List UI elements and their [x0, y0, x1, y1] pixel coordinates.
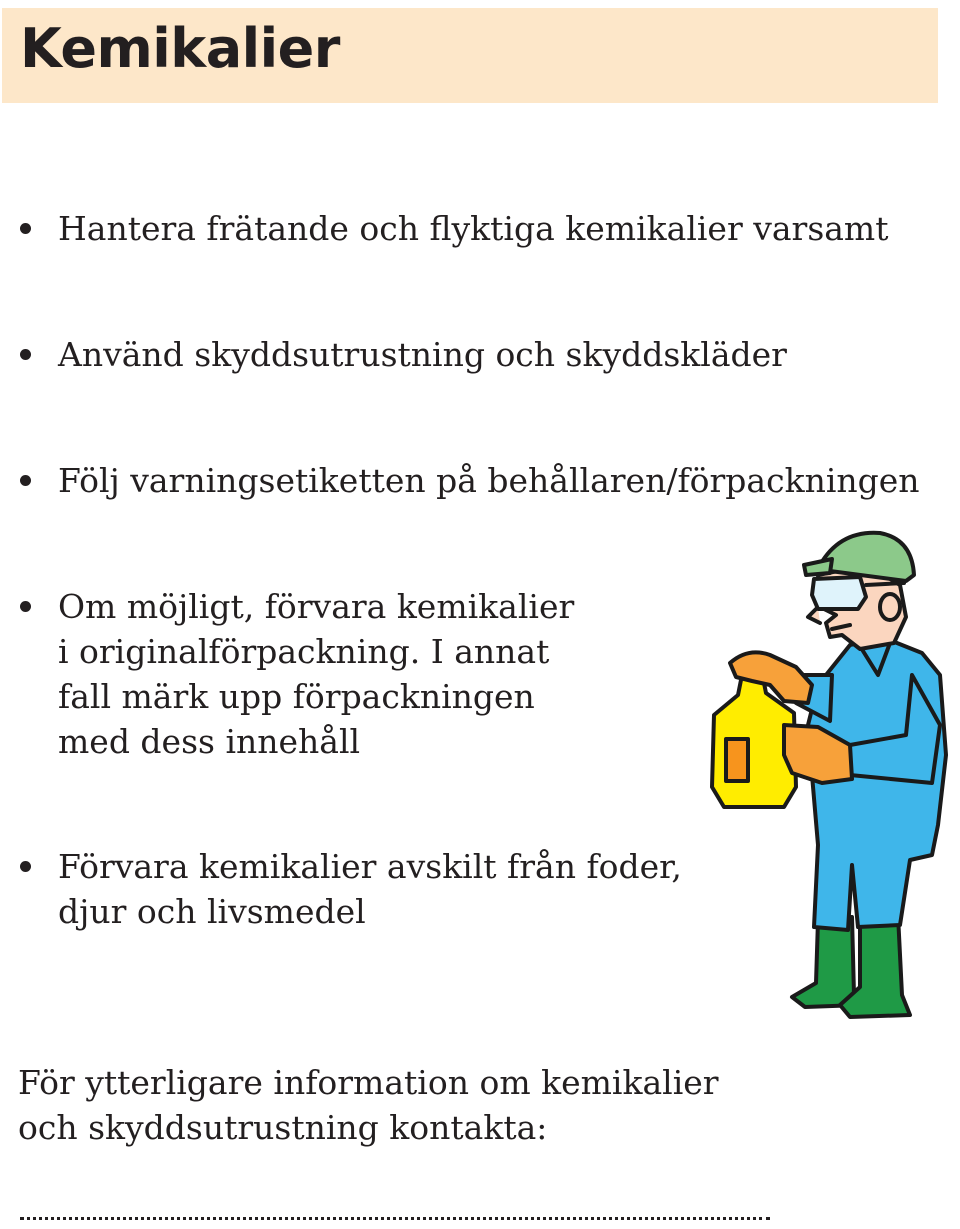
page-title: Kemikalier	[20, 17, 340, 80]
bottle-label	[726, 739, 748, 781]
goggles	[812, 577, 866, 609]
list-item	[20, 332, 787, 377]
contact-text: För ytterligare information om kemikalier och skyddsutrustning kontakta:	[18, 1063, 719, 1147]
cap-brim	[804, 559, 832, 575]
title-band	[2, 8, 938, 103]
bullet-icon	[20, 861, 31, 872]
bullet-icon	[20, 601, 31, 612]
list-item	[20, 844, 682, 934]
contact-fill-line	[20, 1217, 770, 1220]
bullet-text: Hantera frätande och flyktiga kemikalier varsamt	[58, 209, 889, 248]
list-item	[20, 206, 888, 251]
bullet-text: Använd skyddsutrustning och skyddskläder	[58, 335, 787, 374]
worker-illustration	[700, 525, 960, 1030]
list-item	[20, 458, 920, 503]
bullet-icon	[20, 223, 31, 234]
bullet-text: Förvara kemikalier avskilt från foder, djur och livsmedel	[58, 847, 682, 931]
bullet-icon	[20, 349, 31, 360]
bullet-text: Om möjligt, förvara kemikalier i originalförpackning. I annat fall märk upp förpackningen med dess innehåll	[58, 587, 575, 761]
bullet-text: Följ varningsetiketten på behållaren/förpackningen	[58, 461, 920, 500]
list-item	[20, 584, 574, 764]
bullet-icon	[20, 475, 31, 486]
